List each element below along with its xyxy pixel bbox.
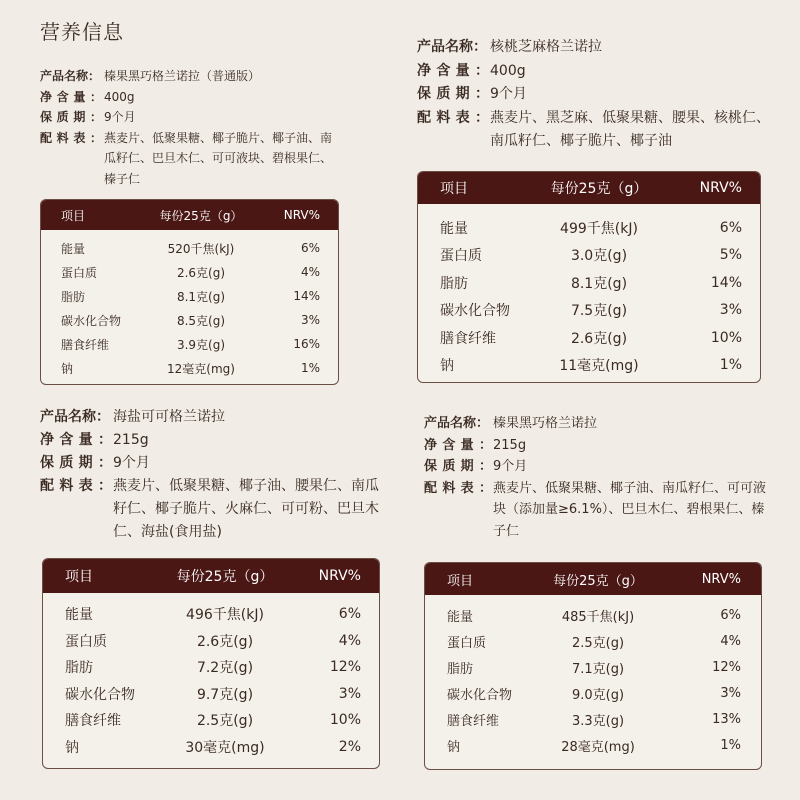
nutrient-name: 能量 <box>447 609 474 625</box>
table-row <box>61 308 320 332</box>
nutrient-amount: 8.1克(g) <box>570 275 628 292</box>
product-name-value: 海盐可可格兰诺拉 <box>113 409 225 425</box>
nutrient-amount: 9.0克(g) <box>571 687 625 703</box>
table-row <box>65 707 361 734</box>
nutrient-nrv: 4% <box>720 633 741 649</box>
header-per-serving: 每份25克（g） <box>176 569 274 585</box>
shelf-life-row <box>40 107 340 128</box>
nutrient-name: 蛋白质 <box>65 633 107 650</box>
table-row <box>440 269 742 297</box>
product-info-1 <box>40 66 340 189</box>
table-row <box>440 214 742 242</box>
header-nrv: NRV% <box>699 180 742 196</box>
nutrient-amount: 30毫克(mg) <box>185 739 265 756</box>
nutrient-nrv: 13% <box>712 711 741 727</box>
ingredients-label: 配 料 表 ： <box>40 130 102 145</box>
nutrient-nrv: 6% <box>719 219 742 236</box>
nutrient-nrv: 12% <box>329 659 361 676</box>
nutrient-nrv: 4% <box>338 632 361 649</box>
table-row <box>447 654 741 680</box>
table-row <box>447 602 741 628</box>
nutrient-amount: 2.6克(g) <box>176 265 226 280</box>
table-row <box>65 734 361 761</box>
nutrient-amount: 485千焦(kJ) <box>561 609 635 625</box>
nutrition-table-header <box>43 559 379 593</box>
product-name-value: 榛果黑巧格兰诺拉（普通版） <box>104 69 261 83</box>
table-row <box>65 601 361 628</box>
net-content-row <box>40 87 340 108</box>
nutrient-amount: 7.1克(g) <box>571 661 625 677</box>
nutrient-amount: 2.6克(g) <box>196 633 254 650</box>
nutrient-name: 蛋白质 <box>440 248 482 265</box>
nutrient-amount: 2.6克(g) <box>570 330 628 347</box>
header-per-serving: 每份25克（g） <box>550 181 648 197</box>
product-name-row <box>417 36 777 60</box>
nutrient-nrv: 4% <box>300 265 320 279</box>
net-content-row <box>417 60 777 84</box>
nutrient-name: 膳食纤维 <box>447 713 500 729</box>
shelf-life-label: 保 质 期 ： <box>417 86 489 102</box>
nutrient-name: 膳食纤维 <box>61 337 110 352</box>
nutrient-name: 能量 <box>440 220 468 237</box>
nutrient-nrv: 5% <box>719 247 742 264</box>
nutrient-amount: 2.5克(g) <box>571 635 625 651</box>
ingredients-value: 燕麦片、低聚果糖、椰子油、南瓜籽仁、可可液块（添加量≥6.1%）、巴旦木仁、碧根果仁、榛子仁 <box>493 480 767 539</box>
product-name-value: 榛果黑巧格兰诺拉 <box>493 416 598 431</box>
header-nrv: NRV% <box>318 568 361 584</box>
shelf-life-value: 9个月 <box>493 459 528 474</box>
net-content-label: 净 含 量 ： <box>417 62 489 79</box>
nutrition-table-3 <box>42 558 380 769</box>
nutrient-nrv: 12% <box>712 659 741 675</box>
nutrient-name: 钠 <box>447 739 461 755</box>
nutrient-name: 钠 <box>61 361 74 376</box>
nutrient-amount: 499千焦(kJ) <box>560 220 638 237</box>
shelf-life-value: 9个月 <box>113 455 150 471</box>
ingredients-row <box>424 478 774 543</box>
product-info-2 <box>417 36 777 154</box>
header-item: 项目 <box>61 208 86 223</box>
nutrient-nrv: 1% <box>720 737 741 753</box>
nutrient-name: 碳水化合物 <box>440 303 510 320</box>
product-name-label: 产品名称： <box>417 39 487 55</box>
product-name-row <box>40 66 340 87</box>
ingredients-row <box>40 475 385 544</box>
table-row <box>61 260 320 284</box>
nutrient-name: 钠 <box>65 739 79 756</box>
nutrition-table-header <box>41 200 338 230</box>
shelf-life-row <box>424 456 774 478</box>
nutrient-nrv: 16% <box>293 337 320 351</box>
nutrition-table-4 <box>424 562 762 770</box>
nutrient-amount: 3.9克(g) <box>176 337 226 352</box>
shelf-life-value: 9个月 <box>490 86 527 102</box>
nutrient-name: 能量 <box>61 241 86 256</box>
net-content-label: 净 含 量 ： <box>40 432 112 448</box>
shelf-life-value: 9个月 <box>104 110 136 124</box>
shelf-life-row <box>417 83 777 107</box>
nutrient-amount: 11毫克(mg) <box>559 358 639 375</box>
table-row <box>61 332 320 356</box>
ingredients-label: 配 料 表 ： <box>424 480 492 496</box>
shelf-life-label: 保 质 期 ： <box>424 459 492 474</box>
table-row <box>440 297 742 325</box>
table-row <box>440 324 742 352</box>
product-info-4 <box>424 413 774 542</box>
nutrient-name: 碳水化合物 <box>61 313 122 328</box>
nutrient-name: 钠 <box>440 358 454 375</box>
nutrient-nrv: 3% <box>300 313 320 327</box>
nutrient-nrv: 14% <box>293 289 320 303</box>
nutrient-amount: 12毫克(mg) <box>167 361 235 376</box>
nutrient-name: 能量 <box>65 607 93 624</box>
nutrient-name: 脂肪 <box>447 661 474 677</box>
nutrient-name: 脂肪 <box>61 289 86 304</box>
net-content-row <box>424 435 774 457</box>
nutrient-nrv: 6% <box>300 241 320 255</box>
net-content-value: 400g <box>490 62 526 79</box>
table-row <box>447 628 741 654</box>
net-content-row <box>40 429 385 452</box>
net-content-label: 净 含 量 ： <box>424 437 492 453</box>
product-name-label: 产品名称： <box>40 409 110 425</box>
net-content-value: 400g <box>104 89 135 104</box>
ingredients-row <box>417 107 777 154</box>
nutrient-amount: 7.2克(g) <box>196 660 254 677</box>
ingredients-row <box>40 128 340 190</box>
nutrient-nrv: 3% <box>719 302 742 319</box>
nutrient-amount: 9.7克(g) <box>196 686 254 703</box>
nutrient-name: 蛋白质 <box>447 635 487 651</box>
ingredients-label: 配 料 表 ： <box>40 478 112 494</box>
ingredients-value: 燕麦片、低聚果糖、椰子油、腰果仁、南瓜籽仁、椰子脆片、火麻仁、可可粉、巴旦木仁、海盐(食用盐) <box>113 478 379 540</box>
table-row <box>440 242 742 270</box>
table-row <box>65 628 361 655</box>
table-row <box>61 356 320 380</box>
ingredients-value: 燕麦片、黑芝麻、低聚果糖、腰果、核桃仁、南瓜籽仁、椰子脆片、椰子油 <box>490 109 770 149</box>
net-content-value: 215g <box>113 432 149 448</box>
nutrient-nrv: 1% <box>300 361 320 375</box>
table-row <box>447 706 741 732</box>
nutrient-amount: 2.5克(g) <box>196 713 254 730</box>
nutrient-name: 碳水化合物 <box>65 686 135 703</box>
table-row <box>447 732 741 758</box>
nutrient-amount: 8.1克(g) <box>176 289 226 304</box>
nutrient-name: 脂肪 <box>440 275 468 292</box>
shelf-life-label: 保 质 期 ： <box>40 455 112 471</box>
product-name-value: 核桃芝麻格兰诺拉 <box>490 39 602 55</box>
header-item: 项目 <box>65 569 93 585</box>
nutrient-nrv: 3% <box>720 685 741 701</box>
table-row <box>65 681 361 708</box>
nutrient-amount: 7.5克(g) <box>570 303 628 320</box>
product-name-label: 产品名称： <box>40 69 101 83</box>
nutrient-amount: 496千焦(kJ) <box>186 607 264 624</box>
product-name-label: 产品名称： <box>424 416 490 431</box>
shelf-life-label: 保 质 期 ： <box>40 110 102 124</box>
nutrient-nrv: 6% <box>720 607 741 623</box>
nutrient-nrv: 10% <box>329 712 361 729</box>
nutrient-name: 膳食纤维 <box>440 330 496 347</box>
nutrient-name: 蛋白质 <box>61 265 98 280</box>
nutrient-name: 膳食纤维 <box>65 713 121 730</box>
nutrition-table-header <box>418 172 760 204</box>
nutrient-amount: 8.5克(g) <box>176 313 226 328</box>
net-content-label: 净 含 量 ： <box>40 89 102 104</box>
nutrition-table-1 <box>40 199 339 385</box>
nutrient-amount: 3.3克(g) <box>571 713 625 729</box>
nutrient-nrv: 3% <box>338 685 361 702</box>
header-per-serving: 每份25克（g） <box>553 573 643 589</box>
nutrient-nrv: 14% <box>710 274 742 291</box>
table-row <box>447 680 741 706</box>
product-info-3 <box>40 406 385 544</box>
nutrition-table-2 <box>417 171 761 383</box>
shelf-life-row <box>40 452 385 475</box>
header-nrv: NRV% <box>283 208 320 222</box>
table-row <box>440 352 742 380</box>
page-title: 营养信息 <box>40 20 124 44</box>
nutrient-amount: 3.0克(g) <box>570 248 628 265</box>
nutrient-name: 脂肪 <box>65 660 93 677</box>
header-item: 项目 <box>440 181 468 197</box>
nutrition-table-header <box>425 563 761 595</box>
table-row <box>61 236 320 260</box>
ingredients-label: 配 料 表 ： <box>417 109 489 126</box>
header-nrv: NRV% <box>701 571 741 587</box>
nutrient-amount: 520千焦(kJ) <box>167 241 235 256</box>
table-row <box>61 284 320 308</box>
net-content-value: 215g <box>493 437 527 453</box>
ingredients-value: 燕麦片、低聚果糖、椰子脆片、椰子油、南瓜籽仁、巴旦木仁、可可液块、碧根果仁、榛子仁 <box>104 130 333 186</box>
header-item: 项目 <box>447 573 474 589</box>
nutrient-amount: 28毫克(mg) <box>561 739 635 755</box>
nutrient-nrv: 6% <box>338 606 361 623</box>
nutrient-nrv: 10% <box>710 329 742 346</box>
nutrient-nrv: 1% <box>719 357 742 374</box>
header-per-serving: 每份25克（g） <box>159 208 243 223</box>
nutrient-name: 碳水化合物 <box>447 687 513 703</box>
nutrient-nrv: 2% <box>338 738 361 755</box>
table-row <box>65 654 361 681</box>
product-name-row <box>424 413 774 435</box>
product-name-row <box>40 406 385 429</box>
